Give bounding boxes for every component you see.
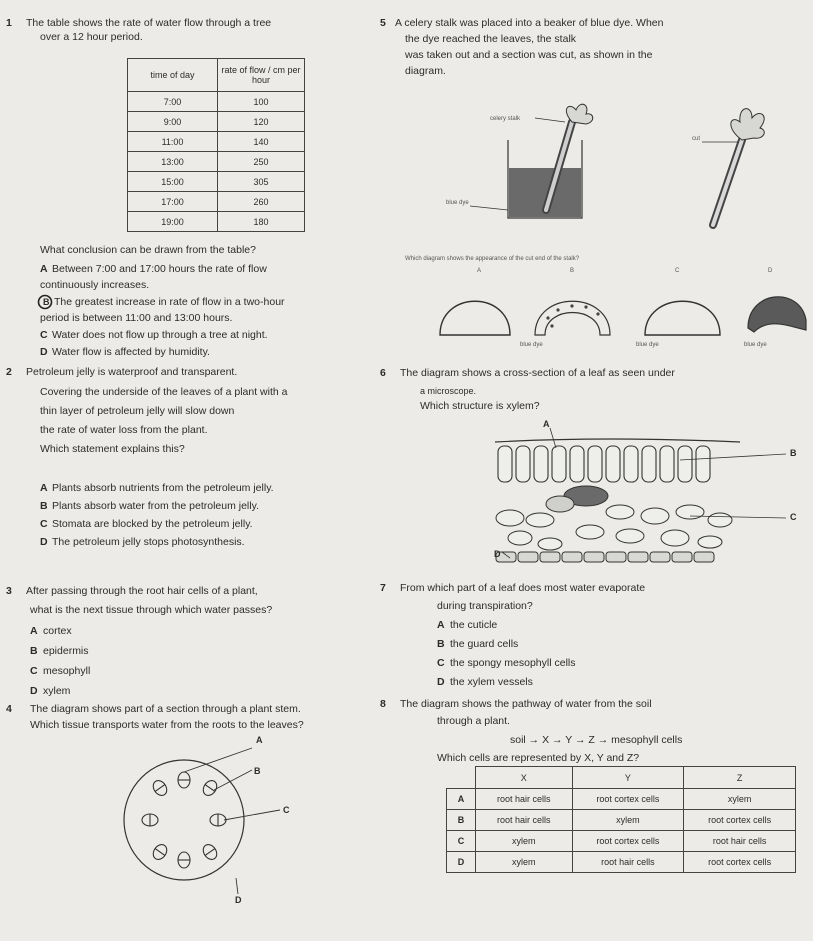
q1-number: 1 xyxy=(6,17,12,29)
q7-option-d-letter[interactable]: D xyxy=(437,676,445,688)
cell: 9:00 xyxy=(128,112,218,132)
table-row[interactable] xyxy=(447,789,796,810)
option-d-section xyxy=(748,297,806,332)
selected-answer-circle-icon xyxy=(36,293,54,311)
q6-line-1: The diagram shows a cross-section of a leaf as seen under xyxy=(400,367,675,379)
q5-option-d[interactable]: D xyxy=(768,268,773,274)
q6-question: Which structure is xylem? xyxy=(420,400,540,412)
cut-end-options xyxy=(430,280,810,350)
q1-option-b-text-2: period is between 11:00 and 13:00 hours. xyxy=(40,312,233,324)
q5-option-a[interactable]: A xyxy=(477,268,482,274)
cell: root hair cells xyxy=(684,831,796,852)
q4-number: 4 xyxy=(6,703,12,715)
q1-question: What conclusion can be drawn from the table? xyxy=(40,244,256,256)
cell: 100 xyxy=(218,92,305,112)
q3-number: 3 xyxy=(6,585,12,597)
q7-option-b-letter[interactable]: B xyxy=(437,638,445,650)
q2-option-b-text[interactable]: Plants absorb water from the petroleum jelly. xyxy=(52,500,259,512)
q3-option-b-letter[interactable]: B xyxy=(30,645,38,657)
q5-line-3: was taken out and a section was cut, as shown in the xyxy=(405,49,653,61)
q6-label-b: B xyxy=(790,448,797,458)
q3-option-c-letter[interactable]: C xyxy=(30,665,38,677)
leaf-cross-section-diagram xyxy=(490,420,790,580)
cell: root cortex cells xyxy=(684,810,796,831)
q5-question: Which diagram shows the appearance of the cut end of the stalk? xyxy=(405,256,580,262)
q4-label-c: C xyxy=(283,805,290,815)
q5-caption-b: blue dye xyxy=(520,342,543,348)
table-row[interactable] xyxy=(447,810,796,831)
q5-number: 5 xyxy=(380,17,386,29)
cell: xylem xyxy=(684,789,796,810)
q1-option-b-text[interactable]: The greatest increase in rate of flow in a two-hour xyxy=(54,296,285,308)
cell: root cortex cells xyxy=(684,852,796,873)
q6-line-2: a microscope. xyxy=(420,386,477,396)
q1-option-d-text[interactable]: Water flow is affected by humidity. xyxy=(52,346,210,358)
q4-label-d: D xyxy=(235,895,242,905)
q7-option-a-letter[interactable]: A xyxy=(437,619,445,631)
q4-line-1: The diagram shows part of a section through a plant stem. xyxy=(30,703,301,715)
row-letter[interactable]: A xyxy=(447,789,476,810)
celery-stalk-label: celery stalk xyxy=(490,116,521,122)
q6-number: 6 xyxy=(380,367,386,379)
q1-stem-2: over a 12 hour period. xyxy=(40,31,143,43)
q5-line-2: the dye reached the leaves, the stalk xyxy=(405,33,577,45)
q3-line-1: After passing through the root hair cells of a plant, xyxy=(26,585,258,597)
cell: 13:00 xyxy=(128,152,218,172)
q2-line-1: Petroleum jelly is waterproof and transparent. xyxy=(26,366,238,378)
col-rate-header: rate of flow / cm per hour xyxy=(218,59,305,92)
cell: 7:00 xyxy=(128,92,218,112)
q1-option-c-text[interactable]: Water does not flow up through a tree at night. xyxy=(52,329,268,341)
q2-line-3: thin layer of petroleum jelly will slow down xyxy=(40,405,235,417)
option-c-section xyxy=(645,301,720,335)
cell: root cortex cells xyxy=(572,831,684,852)
q3-option-a-letter[interactable]: A xyxy=(30,625,38,637)
q3-option-d-letter[interactable]: D xyxy=(30,685,38,697)
q1-option-a-letter[interactable]: A xyxy=(40,263,48,275)
q2-question: Which statement explains this? xyxy=(40,443,185,455)
flow-rate-table xyxy=(127,58,305,232)
q8-pathway: soil → X → Y → Z → mesophyll cells xyxy=(510,734,683,746)
q5-line-4: diagram. xyxy=(405,65,446,77)
q5-caption-d: blue dye xyxy=(744,342,767,348)
stem-section-diagram xyxy=(120,730,300,910)
row-letter[interactable]: C xyxy=(447,831,476,852)
q5-option-c[interactable]: C xyxy=(675,268,680,274)
q1-option-c-letter[interactable]: C xyxy=(40,329,48,341)
q8-number: 8 xyxy=(380,698,386,710)
q7-option-c-text[interactable]: the spongy mesophyll cells xyxy=(450,657,576,669)
cell: 120 xyxy=(218,112,305,132)
q4-label-b: B xyxy=(254,766,261,776)
table-row[interactable] xyxy=(447,852,796,873)
cell: xylem xyxy=(572,810,684,831)
q7-option-a-text[interactable]: the cuticle xyxy=(450,619,498,631)
q1-option-d-letter[interactable]: D xyxy=(40,346,48,358)
cut-label: cut xyxy=(692,136,701,142)
option-a-section xyxy=(440,301,510,335)
cell: root hair cells xyxy=(476,810,573,831)
celery-experiment-diagram xyxy=(420,100,800,250)
col-x-header: X xyxy=(476,767,573,789)
table-row[interactable] xyxy=(447,831,796,852)
q3-option-d-text[interactable]: xylem xyxy=(43,685,71,697)
q7-option-d-text[interactable]: the xylem vessels xyxy=(450,676,533,688)
col-z-header: Z xyxy=(684,767,796,789)
q1-option-a-text-2: continuously increases. xyxy=(40,279,150,291)
q2-option-a-text[interactable]: Plants absorb nutrients from the petroleum jelly. xyxy=(52,482,274,494)
cell: 260 xyxy=(218,192,305,212)
q5-caption-c: blue dye xyxy=(636,342,659,348)
q8-line-1: The diagram shows the pathway of water from the soil xyxy=(400,698,652,710)
q1-option-b-letter[interactable]: B xyxy=(43,297,50,307)
q1-stem-1: The table shows the rate of water flow through a tree xyxy=(26,17,272,29)
q2-line-4: the rate of water loss from the plant. xyxy=(40,424,208,436)
q1-option-a-text[interactable]: Between 7:00 and 17:00 hours the rate of flow xyxy=(52,263,267,275)
col-y-header: Y xyxy=(572,767,684,789)
q3-option-a-text[interactable]: cortex xyxy=(43,625,72,637)
cell: 250 xyxy=(218,152,305,172)
row-letter[interactable]: D xyxy=(447,852,476,873)
q7-number: 7 xyxy=(380,582,386,594)
row-letter[interactable]: B xyxy=(447,810,476,831)
q5-option-b[interactable]: B xyxy=(570,268,575,274)
cell: 17:00 xyxy=(128,192,218,212)
q6-label-a: A xyxy=(543,419,550,429)
q6-label-c: C xyxy=(790,512,797,522)
cell: 305 xyxy=(218,172,305,192)
cell: 11:00 xyxy=(128,132,218,152)
q7-option-b-text[interactable]: the guard cells xyxy=(450,638,519,650)
cell: 15:00 xyxy=(128,172,218,192)
q3-option-c-text[interactable]: mesophyll xyxy=(43,665,91,677)
cell: 19:00 xyxy=(128,212,218,232)
q6-label-d: D xyxy=(494,549,501,559)
q5-line-1: A celery stalk was placed into a beaker of blue dye. When xyxy=(395,17,664,29)
q8-question: Which cells are represented by X, Y and Z? xyxy=(437,752,640,764)
cell: root hair cells xyxy=(476,789,573,810)
q7-line-2: during transpiration? xyxy=(437,600,533,612)
q2-option-c-letter[interactable]: C xyxy=(40,518,48,530)
q2-option-d-letter[interactable]: D xyxy=(40,536,48,548)
cell: 180 xyxy=(218,212,305,232)
q2-line-2: Covering the underside of the leaves of a plant with a xyxy=(40,386,288,398)
cell: root cortex cells xyxy=(572,789,684,810)
q3-line-2: what is the next tissue through which water passes? xyxy=(30,604,273,616)
col-time-header: time of day xyxy=(128,59,218,92)
cell: 140 xyxy=(218,132,305,152)
q2-number: 2 xyxy=(6,366,12,378)
q7-option-c-letter[interactable]: C xyxy=(437,657,445,669)
q4-label-a: A xyxy=(256,735,263,745)
q4-line-2: Which tissue transports water from the roots to the leaves? xyxy=(30,719,304,731)
cell: root hair cells xyxy=(572,852,684,873)
q7-line-1: From which part of a leaf does most water evaporate xyxy=(400,582,646,594)
blue-dye-label: blue dye xyxy=(446,200,469,206)
cell: xylem xyxy=(476,852,573,873)
q2-option-a-letter[interactable]: A xyxy=(40,482,48,494)
pathway-table xyxy=(446,766,796,873)
q2-option-b-letter[interactable]: B xyxy=(40,500,48,512)
q2-option-c-text[interactable]: Stomata are blocked by the petroleum jelly. xyxy=(52,518,253,530)
q8-line-2: through a plant. xyxy=(437,715,510,727)
q2-option-d-text[interactable]: The petroleum jelly stops photosynthesis. xyxy=(52,536,245,548)
cell: xylem xyxy=(476,831,573,852)
q3-option-b-text[interactable]: epidermis xyxy=(43,645,89,657)
